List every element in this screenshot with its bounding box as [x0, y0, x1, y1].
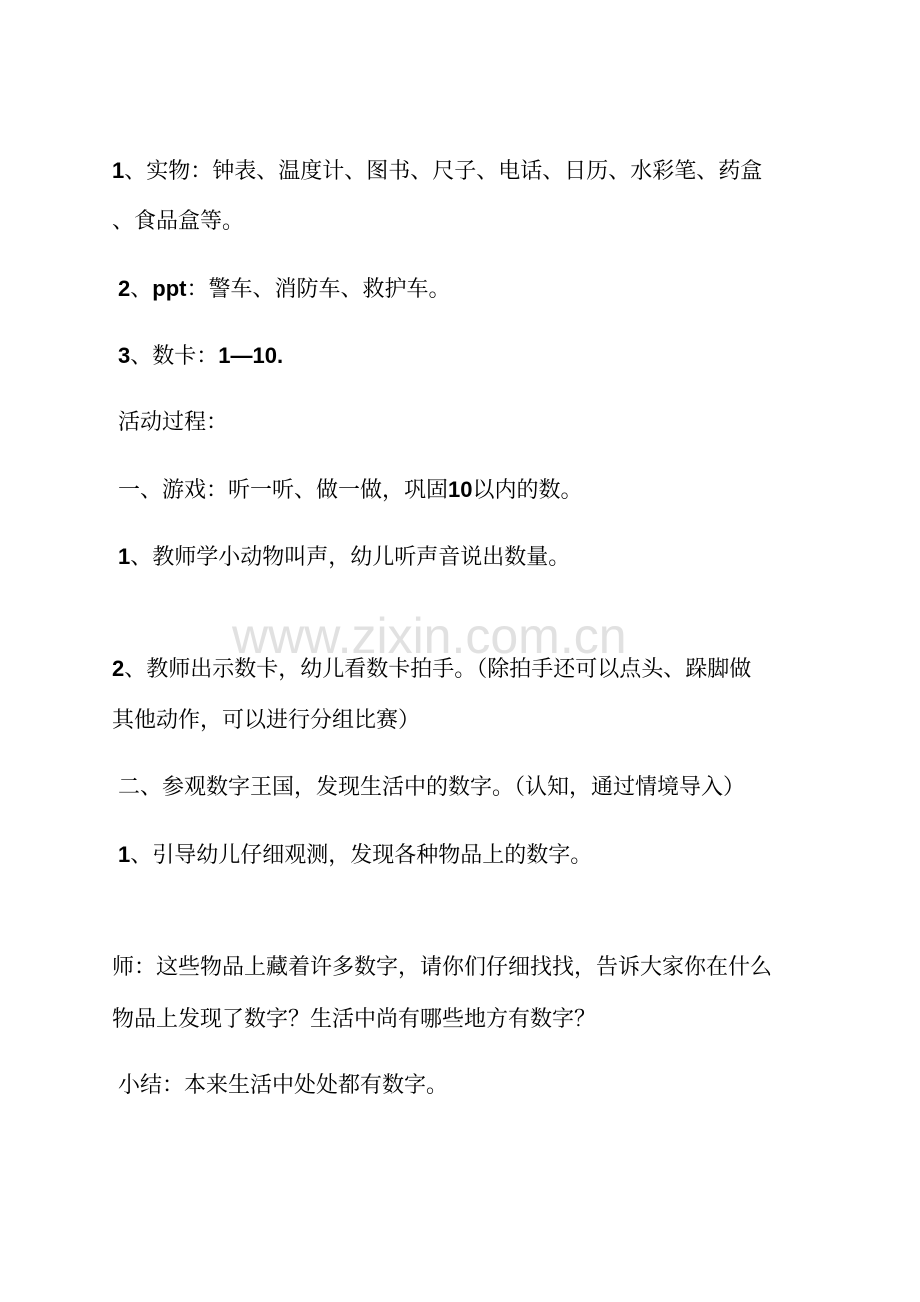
section-1-title-post: 以内的数。 [472, 478, 583, 503]
section-2-title: 二、参观数字王国，发现生活中的数字。（认知，通过情境导入） [118, 775, 746, 800]
separator: 、 [130, 277, 153, 302]
section-1-step-1-text: 、教师学小动物叫声，幼儿听声音说出数量。 [130, 545, 571, 570]
item-number: 3 [118, 343, 131, 368]
item-number: 2 [118, 276, 131, 301]
ppt-label: ppt [152, 276, 187, 301]
section-1-title-number: 10 [448, 477, 473, 502]
teacher-dialogue-line-1: 师：这些物品上藏着许多数字，请你们仔细找找，告诉大家你在什么 [112, 955, 773, 980]
item-number: 2 [112, 656, 125, 681]
item-number: 1 [118, 842, 131, 867]
material-item-2-text: ：警车、消防车、救护车。 [186, 277, 451, 302]
section-1-step-2 [112, 654, 751, 685]
teacher-dialogue-line-2: 物品上发现了数字？生活中尚有哪些地方有数字？ [112, 1007, 597, 1032]
section-1-title-pre: 一、游戏：听一听、做一做，巩固 [118, 478, 449, 503]
material-item-2 [118, 274, 450, 305]
summary: 小结：本来生活中处处都有数字。 [118, 1073, 449, 1098]
material-item-3-text: 、数卡： [130, 344, 219, 369]
material-item-3 [118, 341, 283, 372]
item-number: 1 [118, 544, 131, 569]
process-heading: 活动过程： [118, 410, 229, 435]
material-item-1-text: 、实物：钟表、温度计、图书、尺子、电话、日历、水彩笔、药盒 [124, 159, 763, 184]
material-item-1-continued: 、食品盒等。 [112, 209, 245, 234]
section-1-step-2-text: 、教师出示数卡，幼儿看数卡拍手。（除拍手还可以点头、跺脚做 [124, 657, 752, 682]
section-2-step-1-text: 、引导幼儿仔细观测，发现各种物品上的数字。 [130, 843, 593, 868]
item-number: 1 [112, 158, 125, 183]
section-1-step-1 [118, 542, 570, 573]
watermark: www.zixin.com.cn [232, 608, 627, 664]
material-item-1 [112, 156, 762, 187]
card-range: 1—10. [218, 343, 284, 368]
section-1-title [118, 475, 583, 506]
section-2-step-1 [118, 840, 592, 871]
section-1-step-2-continued: 其他动作，可以进行分组比赛） [112, 708, 421, 733]
